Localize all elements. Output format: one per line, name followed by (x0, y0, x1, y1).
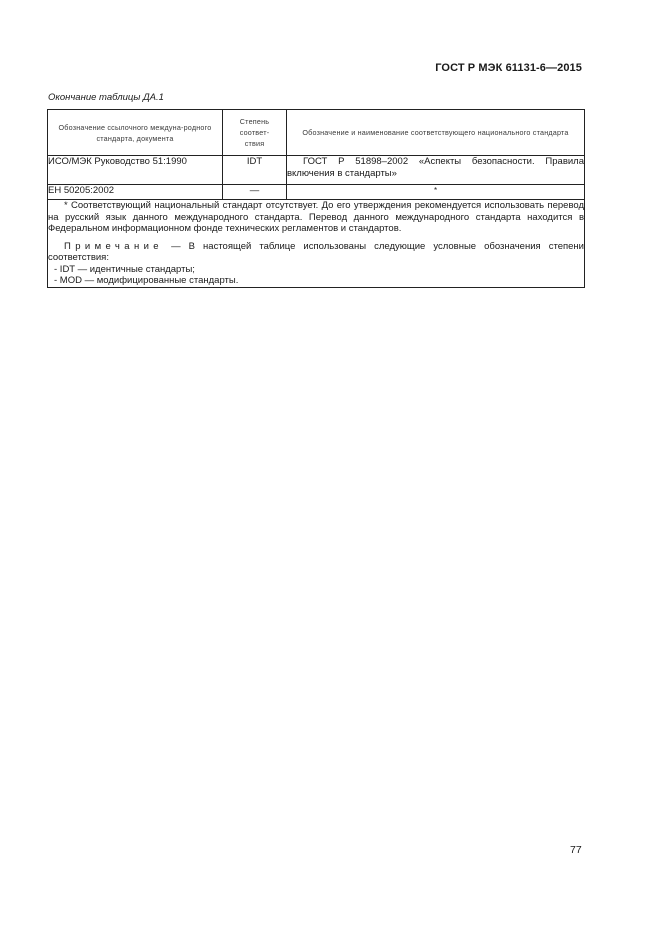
column-header-national (287, 110, 585, 156)
table-caption: Окончание таблицы ДА.1 (48, 92, 164, 103)
table-notes-cell (48, 200, 585, 288)
cell-national: * (287, 185, 585, 200)
table-row (48, 156, 585, 185)
column-header-reference-label: Обозначение ссылочного междуна-родного стандарта, документа (58, 122, 212, 143)
page-number: 77 (570, 844, 582, 856)
note-text: — В настоящей таблице использованы следующие условные обозначения степени соответствия: (48, 240, 584, 263)
reference-table (47, 109, 585, 288)
column-header-degree (223, 110, 287, 156)
cell-national (287, 156, 585, 185)
column-header-degree-label: Степень соответ-ствия (239, 117, 270, 148)
column-header-national-label: Обозначение и наименование соответствующего национального стандарта (302, 128, 569, 137)
cell-national-text: ГОСТ Р 51898–2002 «Аспекты безопасности. Правила включения в стандарты» (287, 156, 584, 179)
note-list-item: - IDT — идентичные стандарты; (54, 263, 195, 275)
table-notes-row (48, 200, 585, 288)
table-note (48, 241, 584, 264)
cell-reference: ЕН 50205:2002 (48, 185, 223, 200)
document-code-header: ГОСТ Р МЭК 61131-6—2015 (435, 62, 582, 74)
note-label: Примечание (64, 240, 163, 252)
cell-degree: — (223, 185, 287, 200)
table-footnote: * Соответствующий национальный стандарт отсутствует. До его утверждения рекомендуется использовать перевод на русский язык данного международного стандарта. Перевод данного международного стандарта находится в Федеральном информационном фонде технических регламентов и стандартов. (48, 200, 584, 234)
table-header-row (48, 110, 585, 156)
cell-degree: IDT (223, 156, 287, 185)
note-list-item: - MOD — модифицированные стандарты. (54, 275, 239, 286)
cell-reference: ИСО/МЭК Руководство 51:1990 (48, 156, 223, 185)
table-row (48, 185, 585, 200)
column-header-reference (48, 110, 223, 156)
